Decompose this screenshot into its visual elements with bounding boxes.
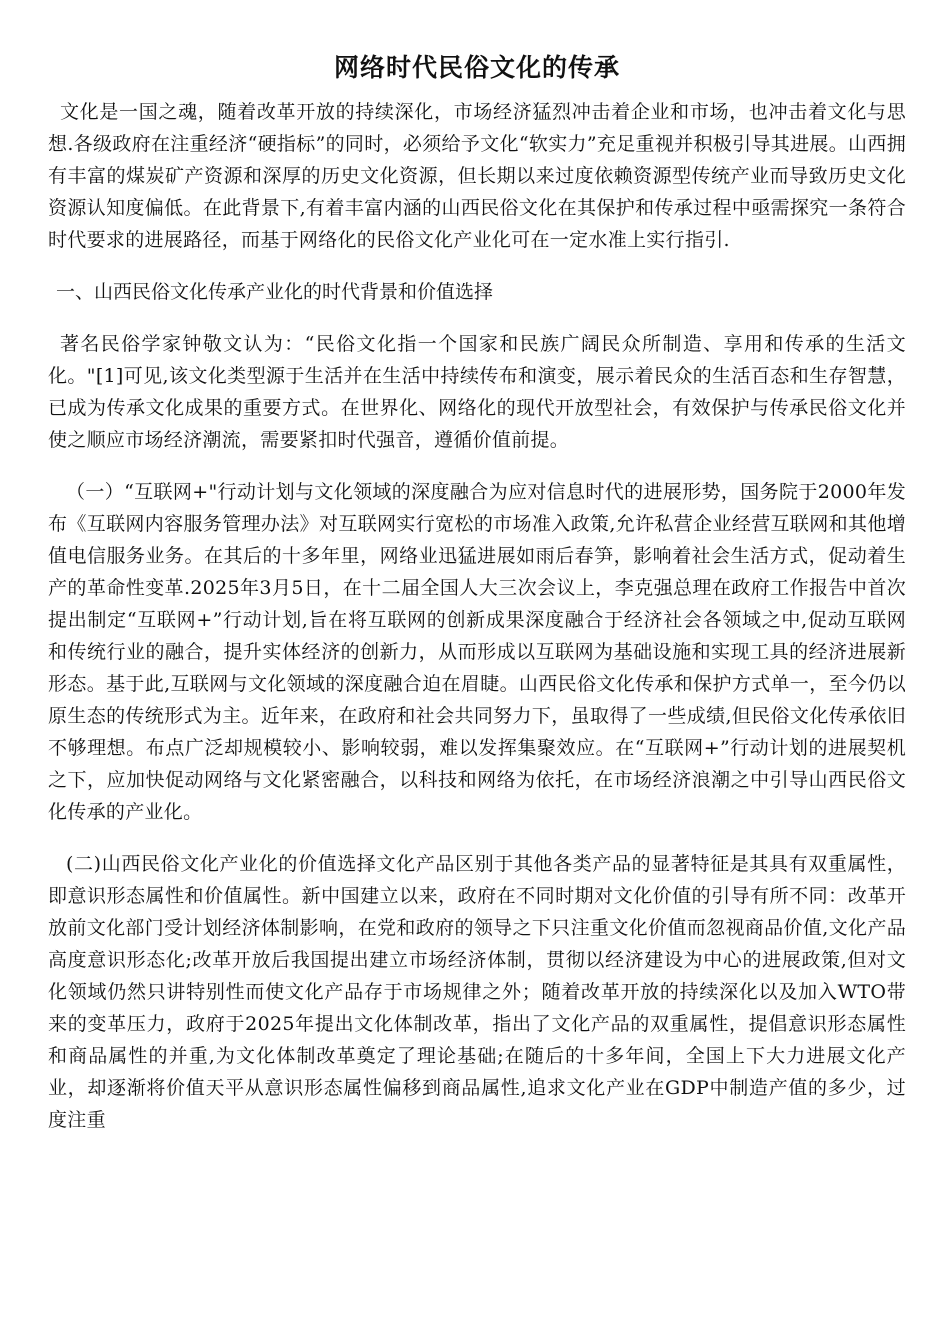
document-page [48,44,906,1136]
paragraph-spacer [48,308,906,328]
intro-paragraph: 文化是一国之魂，随着改革开放的持续深化，市场经济猛烈冲击着企业和市场，也冲击着文化与思想.各级政府在注重经济“硬指标”的同时，必须给予文化“软实力”充足重视并积极引导其进展。山西拥有丰富的煤炭矿产资源和深厚的历史文化资源，但长期以来过度依赖资源型传统产业而导致历史文化资源认知度偏低。在此背景下,有着丰富内涵的山西民俗文化在其保护和传承过程中亟需探究一条符合时代要求的进展路径，而基于网络化的民俗文化产业化可在一定水准上实行指引. [48,101,906,251]
body-paragraph-4: (二)山西民俗文化产业化的价值选择文化产品区别于其他各类产品的显著特征是其具有双重属性，即意识形态属性和价值属性。新中国建立以来，政府在不同时期对文化价值的引导有所不同：改革开放前文化部门受计划经济体制影响，在党和政府的领导之下只注重文化价值而忽视商品价值,文化产品高度意识形态化;改革开放后我国提出建立市场经济体制，贯彻以经济建设为中心的进展政策,但对文化领域仍然只讲特别性而使文化产品存于市场规律之外；随着改革开放的持续深化以及加入WTO带来的变革压力，政府于2025年提出文化体制改革，指出了文化产品的双重属性，提倡意识形态属性和商品属性的并重,为文化体制改革奠定了理论基础;在随后的十多年间，全国上下大力进展文化产业，却逐渐将价值天平从意识形态属性偏移到商品属性,追求文化产业在GDP中制造产值的多少，过度注重 [48,853,906,1131]
body-paragraph-3: （一）“互联网+"行动计划与文化领域的深度融合为应对信息时代的进展形势，国务院于2000年发布《互联网内容服务管理办法》对互联网实行宽松的市场准入政策,允许私营企业经营互联网和其他增值电信服务业务。在其后的十多年里，网络业迅猛进展如雨后春笋，影响着社会生活方式，促动着生产的革命性变革.2025年3月5日，在十二届全国人大三次会议上，李克强总理在政府工作报告中首次提出制定“互联网+”行动计划,旨在将互联网的创新成果深度融合于经济社会各领域之中,促动互联网和传统行业的融合，提升实体经济的创新力，从而形成以互联网为基础设施和实现工具的经济进展新形态。基于此,互联网与文化领域的深度融合迫在眉睫。山西民俗文化传承和保护方式单一，至今仍以原生态的传统形式为主。近年来，在政府和社会共同努力下，虽取得了一些成绩,但民俗文化传承依旧不够理想。布点广泛却规模较小、影响较弱，难以发挥集聚效应。在“互联网+”行动计划的进展契机之下，应加快促动网络与文化紧密融合，以科技和网络为依托，在市场经济浪潮之中引导山西民俗文化传承的产业化。 [48,481,906,823]
document-title: 网络时代民俗文化的传承 [333,53,620,82]
body-paragraph-2: 著名民俗学家钟敬文认为：“民俗文化指一个国家和民族广阔民众所制造、享用和传承的生活文化。"[1]可见,该文化类型源于生活并在生活中持续传布和演变，展示着民众的生活百态和生存智慧，已成为传承文化成果的重要方式。在世界化、网络化的现代开放型社会，有效保护与传承民俗文化并使之顺应市场经济潮流，需要紧扣时代强音，遵循价值前提。 [48,333,906,451]
paragraph-spacer [48,456,906,476]
section-heading-1: 一、山西民俗文化传承产业化的时代背景和价值选择 [56,281,494,303]
paragraph-spacer [48,828,906,848]
paragraph-spacer [48,256,906,276]
